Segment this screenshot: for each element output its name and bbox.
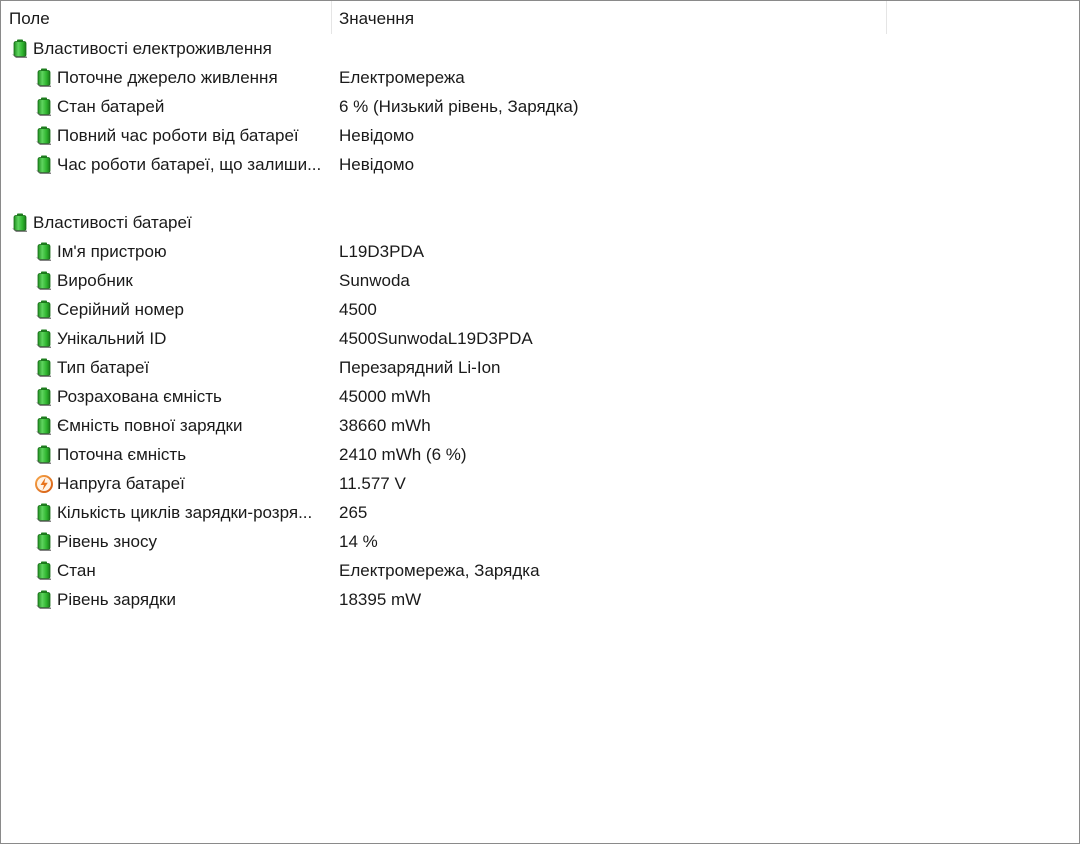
column-header-empty xyxy=(887,1,1079,34)
property-value: 4500 xyxy=(339,300,377,319)
property-name: Поточне джерело живлення xyxy=(57,68,278,87)
property-field-cell xyxy=(1,150,331,179)
property-name: Стан xyxy=(57,561,96,580)
list-header xyxy=(1,1,1079,34)
property-row[interactable] xyxy=(1,585,1079,614)
property-field-cell xyxy=(1,266,331,295)
battery-icon xyxy=(35,445,53,465)
column-header-field[interactable]: Поле xyxy=(1,1,332,34)
property-value: Електромережа xyxy=(339,68,465,87)
property-name: Унікальний ID xyxy=(57,329,167,348)
property-row[interactable] xyxy=(1,498,1079,527)
property-name: Ім'я пристрою xyxy=(57,242,167,261)
column-header-value[interactable]: Значення xyxy=(332,1,887,34)
battery-icon xyxy=(35,532,53,552)
battery-icon xyxy=(35,329,53,349)
battery-icon xyxy=(11,39,29,59)
property-name: Розрахована ємність xyxy=(57,387,222,406)
property-name: Повний час роботи від батареї xyxy=(57,126,299,145)
property-value: 18395 mW xyxy=(339,590,422,609)
property-row[interactable] xyxy=(1,556,1079,585)
property-field-cell xyxy=(1,121,331,150)
battery-icon xyxy=(35,503,53,523)
property-field-cell xyxy=(1,556,331,585)
property-name: Рівень зарядки xyxy=(57,590,176,609)
property-field-cell xyxy=(1,440,331,469)
property-field-cell xyxy=(1,527,331,556)
property-field-cell xyxy=(1,585,331,614)
property-field-cell xyxy=(1,237,331,266)
property-field-cell xyxy=(1,498,331,527)
group-title: Властивості електроживлення xyxy=(33,39,272,58)
property-row[interactable] xyxy=(1,266,1079,295)
property-field-cell xyxy=(1,63,331,92)
voltage-icon xyxy=(35,474,53,494)
battery-icon xyxy=(35,68,53,88)
battery-icon xyxy=(11,213,29,233)
property-name: Час роботи батареї, що залиши... xyxy=(57,155,322,174)
battery-icon xyxy=(35,358,53,378)
property-name: Стан батарей xyxy=(57,97,165,116)
property-field-cell xyxy=(1,353,331,382)
property-field-cell xyxy=(1,411,331,440)
property-name: Тип батареї xyxy=(57,358,150,377)
group-header-row[interactable] xyxy=(1,34,1079,63)
property-rows xyxy=(1,34,1079,614)
property-field-cell xyxy=(1,92,331,121)
property-name: Ємність повної зарядки xyxy=(57,416,243,435)
property-value: 38660 mWh xyxy=(339,416,431,435)
battery-icon xyxy=(35,155,53,175)
property-value: 11.577 V xyxy=(339,474,406,493)
property-value: Перезарядний Li-Ion xyxy=(339,358,501,377)
group-spacer xyxy=(1,179,1079,208)
property-field-cell xyxy=(1,324,331,353)
property-name: Серійний номер xyxy=(57,300,185,319)
property-row[interactable] xyxy=(1,63,1079,92)
property-name: Напруга батареї xyxy=(57,474,185,493)
property-value: 6 % (Низький рівень, Зарядка) xyxy=(339,97,579,116)
property-row[interactable] xyxy=(1,353,1079,382)
property-name: Рівень зносу xyxy=(57,532,158,551)
property-field-cell xyxy=(1,469,331,498)
group-title: Властивості батареї xyxy=(33,213,192,232)
property-value: Sunwoda xyxy=(339,271,410,290)
property-name: Кількість циклів зарядки-розря... xyxy=(57,503,313,522)
property-value: 45000 mWh xyxy=(339,387,431,406)
property-row[interactable] xyxy=(1,150,1079,179)
property-row[interactable] xyxy=(1,237,1079,266)
battery-icon xyxy=(35,590,53,610)
property-value: 265 xyxy=(339,503,368,522)
property-row[interactable] xyxy=(1,527,1079,556)
property-row[interactable] xyxy=(1,469,1079,498)
battery-icon xyxy=(35,416,53,436)
property-row[interactable] xyxy=(1,121,1079,150)
property-row[interactable] xyxy=(1,295,1079,324)
property-name: Виробник xyxy=(57,271,133,290)
battery-icon xyxy=(35,242,53,262)
battery-icon xyxy=(35,300,53,320)
property-row[interactable] xyxy=(1,440,1079,469)
property-row[interactable] xyxy=(1,382,1079,411)
battery-icon xyxy=(35,126,53,146)
property-row[interactable] xyxy=(1,92,1079,121)
battery-icon xyxy=(35,97,53,117)
property-value: Електромережа, Зарядка xyxy=(339,561,540,580)
property-name: Поточна ємність xyxy=(57,445,187,464)
property-value: Невідомо xyxy=(339,126,415,145)
property-value: 2410 mWh (6 %) xyxy=(339,445,467,464)
property-row[interactable] xyxy=(1,411,1079,440)
group-field-cell xyxy=(1,34,331,63)
group-header-row[interactable] xyxy=(1,208,1079,237)
property-field-cell xyxy=(1,382,331,411)
property-value: 4500SunwodaL19D3PDA xyxy=(339,329,533,348)
property-row[interactable] xyxy=(1,324,1079,353)
property-value: 14 % xyxy=(339,532,378,551)
property-value: Невідомо xyxy=(339,155,415,174)
property-value: L19D3PDA xyxy=(339,242,425,261)
property-field-cell xyxy=(1,295,331,324)
battery-icon xyxy=(35,387,53,407)
battery-icon xyxy=(35,271,53,291)
battery-icon xyxy=(35,561,53,581)
group-field-cell xyxy=(1,208,331,237)
